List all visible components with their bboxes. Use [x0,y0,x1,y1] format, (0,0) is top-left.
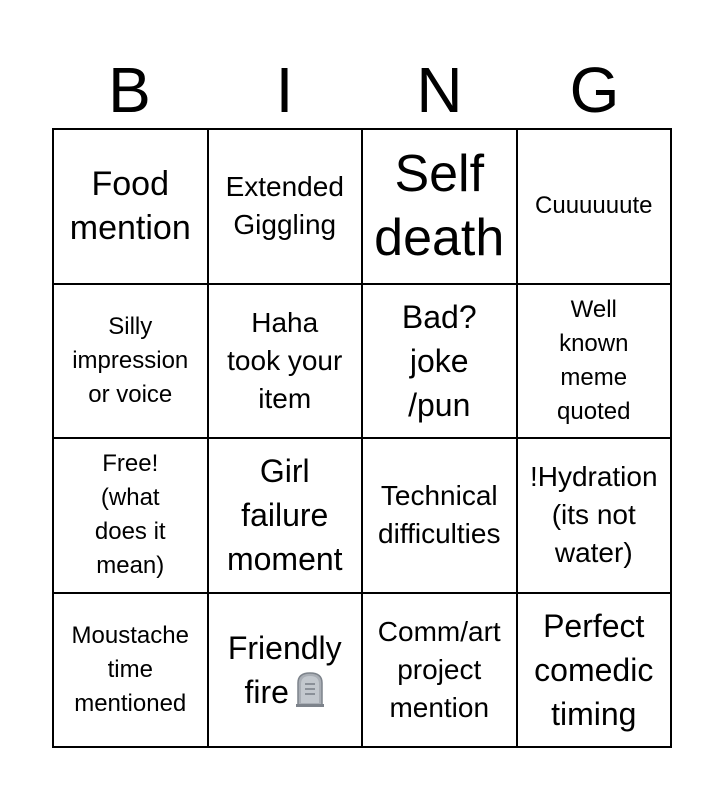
header-letter-i: I [275,54,294,126]
cell-label: Perfect comedic timing [534,607,654,732]
bingo-cell-r4c2[interactable] [208,593,363,748]
bingo-cell-r4c4[interactable] [517,593,672,748]
cell-label: Food mention [69,165,191,248]
bingo-cell-r2c1[interactable] [53,284,208,439]
cell-label-wrap [228,626,342,714]
cell-label: Girl failure moment [226,453,343,578]
bingo-cell-r1c3[interactable] [362,129,517,284]
bingo-board [52,128,672,748]
bingo-cell-r1c2[interactable] [208,129,363,284]
bingo-header [52,52,672,128]
bingo-cell-r3c3[interactable] [362,438,517,593]
cell-label: Self death [374,145,505,268]
header-letter-n: N [416,54,463,126]
cell-label: Technical difficulties [378,480,501,550]
bingo-cell-r1c1[interactable] [53,129,208,284]
header-letter-b: B [108,54,151,126]
cell-label: Well known meme quoted [557,295,631,425]
tombstone-icon [295,671,325,707]
cell-label: Cuuuuuute [535,192,653,220]
bingo-cell-r1c4[interactable] [517,129,672,284]
cell-label: Silly impression or voice [72,312,189,408]
cell-label: Haha took your item [227,306,343,414]
bingo-cell-r3c2[interactable] [208,438,363,593]
bingo-cell-r3c1[interactable] [53,438,208,593]
bingo-cell-r2c4[interactable] [517,284,672,439]
cell-label: !Hydration (its not water) [529,461,658,569]
header-letter-g: G [569,54,620,126]
bingo-cell-r4c3[interactable] [362,593,517,748]
bingo-cell-r2c3[interactable] [362,284,517,439]
cell-label: Friendly fire [227,629,342,710]
cell-label: Extended Giggling [225,171,344,241]
cell-label: Free! (what does it mean) [94,450,166,580]
bingo-cell-r3c4[interactable] [517,438,672,593]
bingo-cell-r2c2[interactable] [208,284,363,439]
bingo-cell-r4c1[interactable] [53,593,208,748]
cell-label: Bad? joke /pun [401,298,477,423]
cell-label: Moustache time mentioned [71,621,189,717]
cell-label: Comm/art project mention [377,615,501,723]
